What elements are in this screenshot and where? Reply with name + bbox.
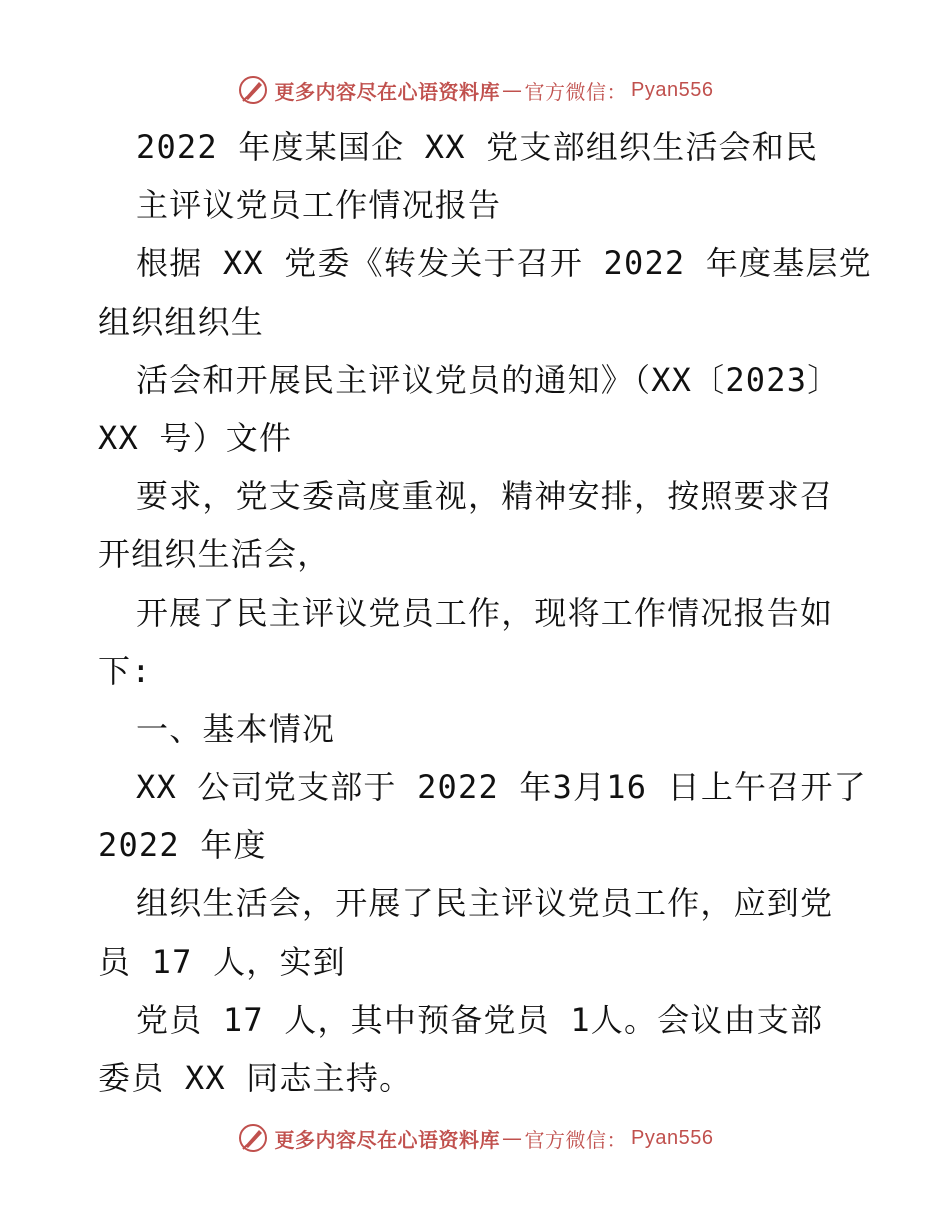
document-line: 党员 17 人，其中预备党员 1人。会议由支部: [136, 1000, 824, 1039]
document-line: 组织组织生: [98, 302, 265, 341]
document-line: 2022 年度: [98, 826, 267, 865]
banner-wechat-id: Pyan556: [631, 78, 714, 101]
document-line: 开组织生活会，: [98, 535, 331, 574]
banner-slogan: 更多内容尽在心语资料库: [274, 79, 501, 104]
document-line: 根据 XX 党委《转发关于召开 2022 年度基层党: [136, 244, 872, 283]
document-line: 2022 年度某国企 XX 党支部组织生活会和民: [136, 128, 819, 166]
document-line: 组织生活会，开展了民主评议党员工作，应到党: [136, 884, 834, 923]
document-line: 主评议党员工作情况报告: [136, 186, 502, 225]
document-line: 委员 XX 同志主持。: [98, 1059, 413, 1097]
document-line: 下:: [98, 651, 152, 690]
banner-wechat-label: 官方微信：: [524, 1127, 628, 1152]
document-line: 员 17 人，实到: [98, 942, 346, 981]
document-line: 活会和开展民主评议党员的通知》（XX〔2023〕: [136, 360, 841, 399]
quill-pen-logo-icon: [237, 74, 269, 106]
document-line: XX 号）文件: [98, 418, 293, 457]
banner-slogan: 更多内容尽在心语资料库: [274, 1127, 501, 1152]
quill-pen-logo-icon: [237, 1122, 269, 1154]
document-line: 一、基本情况: [136, 709, 336, 748]
banner-wechat-label: 官方微信：: [524, 79, 628, 104]
document-line: 要求，党支委高度重视，精神安排，按照要求召: [136, 477, 834, 516]
banner-wechat-id: Pyan556: [631, 1126, 714, 1149]
banner-dash: —: [502, 1126, 523, 1150]
header-watermark-banner: [0, 70, 950, 110]
footer-watermark-banner: [0, 1118, 950, 1158]
document-line: 开展了民主评议党员工作，现将工作情况报告如: [136, 593, 834, 632]
banner-dash: —: [502, 78, 523, 102]
document-line: XX 公司党支部于 2022 年3月16 日上午召开了: [136, 768, 867, 807]
document-body: [98, 118, 872, 1107]
